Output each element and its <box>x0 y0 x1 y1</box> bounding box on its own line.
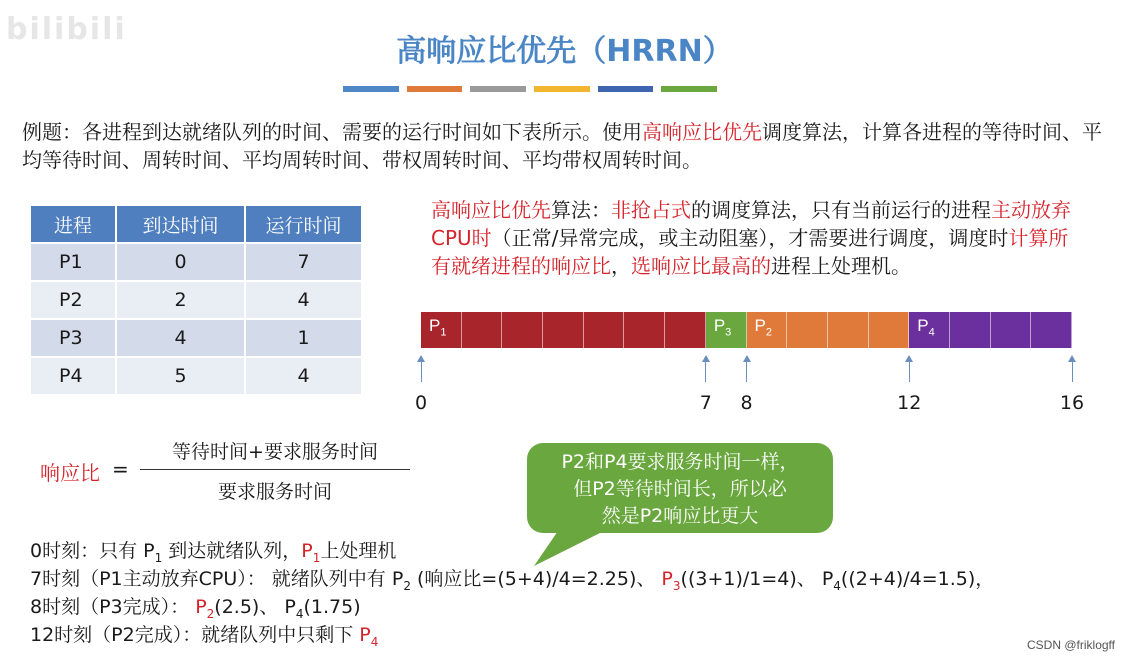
algo-yield: 主动放弃CPU时 <box>431 198 1071 250</box>
cell-runtime: 7 <box>245 243 362 281</box>
gantt-tick-arrow <box>1068 355 1076 362</box>
gantt-tick-line <box>1072 360 1073 382</box>
algo-text: （正常/异常完成，或主动阻塞），才需要进行调度，调度时 <box>491 226 1009 250</box>
cell-runtime: 4 <box>245 357 362 394</box>
header-arrival: 到达时间 <box>116 206 245 243</box>
gantt-tick-label: 16 <box>1059 392 1085 414</box>
gantt-cell <box>462 312 503 348</box>
callout-line: 但P2等待时间长，所以必 <box>573 478 787 500</box>
gantt-tick-arrow <box>743 355 751 362</box>
table-row <box>31 243 362 281</box>
step-text: (2.5)、 P <box>214 596 296 618</box>
step-sub: 2 <box>403 578 411 593</box>
step-text: 上处理机 <box>320 540 397 562</box>
step-text: ((2+4)/4=1.5)， <box>840 568 995 590</box>
gantt-cell <box>950 312 991 348</box>
question-prefix: 例题：各进程到达就绪队列的时间、需要的运行时间如下表所示。使用 <box>22 120 642 144</box>
table-row <box>31 319 362 357</box>
question-highlight: 高响应比优先 <box>642 120 762 144</box>
gantt-segment-label: $P_4$ <box>917 316 935 339</box>
gantt-tick-arrow <box>702 355 710 362</box>
algo-nonpreemptive: 非抢占式 <box>611 198 691 222</box>
gantt-tick-label: 7 <box>699 392 712 414</box>
timeline-step-12 <box>30 620 378 649</box>
step-process: P <box>359 624 371 646</box>
process-table <box>31 206 363 394</box>
step-sub: 4 <box>833 578 841 593</box>
footer-credit: CSDN @friklogff <box>1027 638 1115 652</box>
algo-compute: 计算所有就绪进程的响应比 <box>431 226 1069 278</box>
timeline-step-7 <box>30 564 994 593</box>
gantt-tick-label: 12 <box>897 392 922 414</box>
gantt-cell <box>828 312 869 348</box>
gantt-tick-arrow <box>905 355 913 362</box>
step-sub: 4 <box>295 606 304 621</box>
gantt-cell <box>502 312 543 348</box>
step-sub: 1 <box>312 550 321 565</box>
step-text: (1.75) <box>303 596 361 618</box>
cell-process: P4 <box>31 357 116 394</box>
fraction-line <box>140 469 410 470</box>
step-sub: 1 <box>154 550 163 565</box>
step-text: (响应比=(5+4)/4=2.25)、 <box>410 568 662 590</box>
formula-equals: = <box>112 457 129 481</box>
algo-text: ， <box>611 254 631 278</box>
callout-bubble <box>527 443 833 533</box>
step-text: 0时刻：只有 P <box>30 540 155 562</box>
step-text: 8时刻（P3完成）： <box>30 596 196 618</box>
step-process: P <box>195 596 207 618</box>
step-sub: 2 <box>206 606 215 621</box>
algorithm-description <box>431 196 1076 280</box>
formula-denominator: 要求服务时间 <box>217 481 332 503</box>
step-text: 到达就绪队列， <box>162 540 302 562</box>
table-row <box>31 357 362 394</box>
gantt-segment-label: $P_3$ <box>713 316 732 339</box>
cell-arrival: 0 <box>116 243 245 281</box>
title-bar-3 <box>470 86 526 92</box>
table-header-row <box>31 206 362 243</box>
gantt-chart <box>421 312 1072 348</box>
step-text: ((3+1)/1=4)、 P <box>680 568 834 590</box>
question-suffix: 调度算法，计算各进程的等待时间、平均等待时间、周转时间、平均周转时间、带权周转时间、平均带权周转时间。 <box>22 120 1102 172</box>
gantt-tick-label: 8 <box>740 392 753 414</box>
callout-line: 然是P2响应比更大 <box>601 505 759 527</box>
slide-title: 高响应比优先（HRRN） <box>396 34 733 69</box>
header-runtime: 运行时间 <box>245 206 362 243</box>
timeline-step-0 <box>30 536 396 565</box>
step-text: 12时刻（P2完成）：就绪队列中只剩下 <box>30 624 360 646</box>
title-color-bars <box>343 86 717 93</box>
gantt-cell <box>787 312 828 348</box>
step-text: 7时刻（P1主动放弃CPU）： 就绪队列中有 P <box>30 568 404 590</box>
cell-process: P2 <box>31 281 116 319</box>
gantt-cell <box>665 312 706 348</box>
title-bar-5 <box>598 86 654 92</box>
gantt-cell <box>991 312 1032 348</box>
gantt-tick-label: 0 <box>414 392 428 414</box>
callout-line: P2和P4要求服务时间一样， <box>561 451 799 473</box>
cell-process: P3 <box>31 319 116 357</box>
gantt-tick-line <box>909 360 910 382</box>
watermark-logo: bilibili <box>6 12 127 47</box>
formula-numerator: 等待时间+要求服务时间 <box>172 441 378 463</box>
algo-text: 进程上处理机。 <box>771 254 911 278</box>
table-row <box>31 281 362 319</box>
title-bar-4 <box>534 86 590 92</box>
timeline-step-8 <box>30 592 361 621</box>
cell-arrival: 4 <box>116 319 245 357</box>
step-process: P <box>301 540 313 562</box>
gantt-tick-arrow <box>417 355 425 362</box>
algo-text: 的调度算法，只有当前运行的进程 <box>691 198 991 222</box>
gantt-cell <box>584 312 625 348</box>
step-sub: 4 <box>370 634 379 649</box>
gantt-cell <box>543 312 584 348</box>
formula-label: 响应比 <box>40 461 100 485</box>
cell-arrival: 5 <box>116 357 245 394</box>
question-text <box>22 118 1112 174</box>
gantt-tick-line <box>746 360 747 382</box>
gantt-tick-line <box>705 360 706 382</box>
gantt-segment-label: $P_2$ <box>754 316 772 339</box>
title-bar-1 <box>343 86 399 92</box>
cell-runtime: 1 <box>245 319 362 357</box>
step-process: P <box>661 568 673 590</box>
step-sub: 3 <box>672 578 681 593</box>
cell-arrival: 2 <box>116 281 245 319</box>
gantt-segment-label: $P_1$ <box>429 316 447 339</box>
title-bar-2 <box>407 86 463 92</box>
algo-text: 算法： <box>551 198 611 222</box>
title-bar-6 <box>661 86 717 92</box>
header-process: 进程 <box>31 206 116 243</box>
algo-term: 高响应比优先 <box>431 198 551 222</box>
gantt-cell <box>624 312 665 348</box>
cell-runtime: 4 <box>245 281 362 319</box>
gantt-cell <box>1031 312 1072 348</box>
gantt-cell <box>869 312 910 348</box>
cell-process: P1 <box>31 243 116 281</box>
algo-select: 选响应比最高的 <box>631 254 771 278</box>
gantt-tick-line <box>421 360 422 382</box>
